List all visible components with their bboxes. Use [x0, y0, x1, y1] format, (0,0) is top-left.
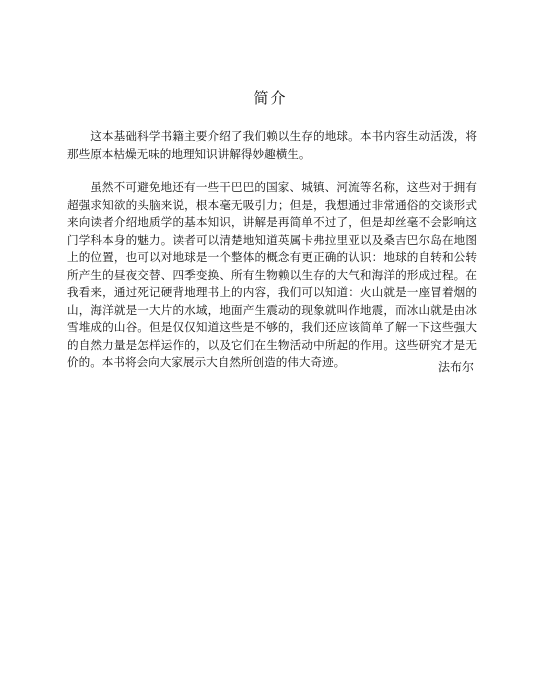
author-signature: 法布尔 [437, 360, 474, 374]
paragraph-2: 虽然不可避免地还有一些干巴巴的国家、城镇、河流等名称，这些对于拥有超强求知欲的头脑来说，根本毫无吸引力；但是，我想通过非常通俗的交谈形式来向读者介绍地质学的基本知识，讲解是再简单不过了，但是却丝毫不会影响这门学科本身的魅力。读者可以清楚地知道英属卡弗拉里亚以及桑吉巴尔岛在地图上的位置，也可以对地球是一个整体的概念有更正确的认识：地球的自转和公转所产生的昼夜交替、四季变换、所有生物赖以生存的大气和海洋的形成过程。在我看来，通过死记硬背地理书上的内容，我们可以知道：火山就是一座冒着烟的山，海洋就是一大片的水域，地面产生震动的现象就叫作地震，而冰山就是由冰雪堆成的山谷。但是仅仅知道这些是不够的，我们还应该简单了解一下这些强大的自然力量是怎样运作的，以及它们在生物活动中所起的作用。这些研究才是无价的。本书将会向大家展示大自然所创造的伟大奇迹。 [67, 180, 477, 369]
paragraph-1: 这本基础科学书籍主要介绍了我们赖以生存的地球。本书内容生动活泼，将那些原本枯燥无味的地理知识讲解得妙趣横生。 [67, 129, 477, 161]
body-text [67, 128, 477, 372]
page-title: 简介 [253, 89, 288, 107]
